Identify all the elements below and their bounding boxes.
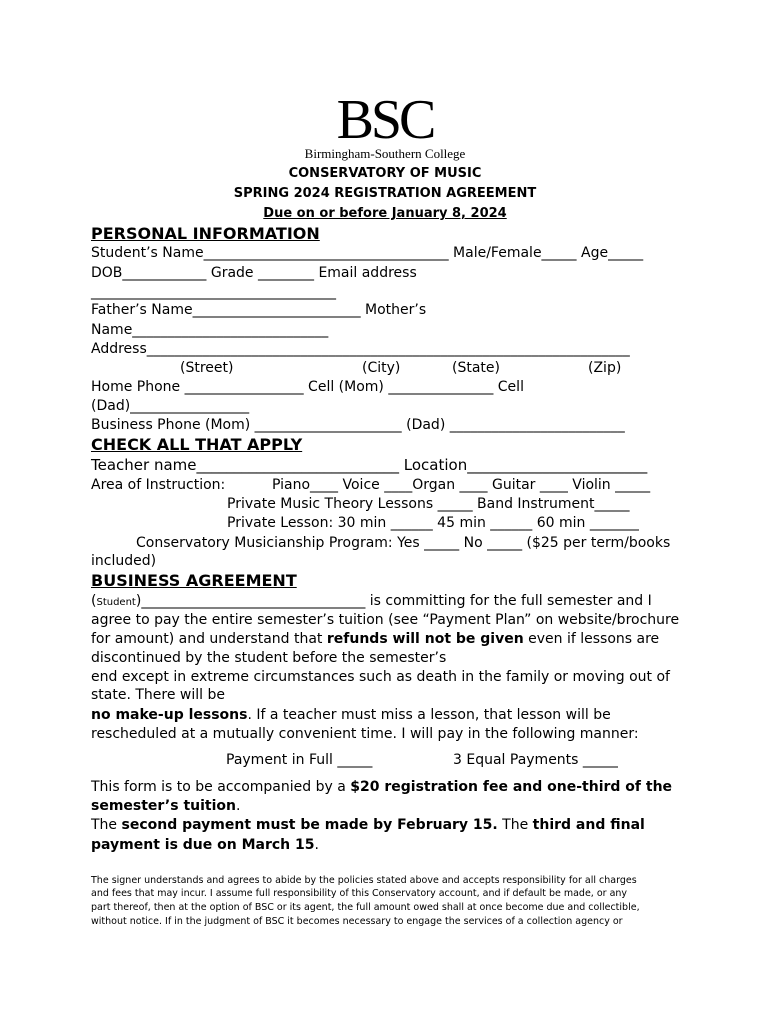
private-lesson-line: Private Lesson: 30 min ______ 45 min ______ 60 min _______ <box>227 515 639 531</box>
agreement-line-7: no make-up lessons. If a teacher must miss a lesson, that lesson will be <box>91 707 611 723</box>
address-zip-label: (Zip) <box>588 360 622 376</box>
personal-info-heading: PERSONAL INFORMATION <box>91 224 320 243</box>
address-street-label: (Street) <box>180 360 234 376</box>
college-logo <box>300 89 470 162</box>
business-agreement-heading: BUSINESS AGREEMENT <box>91 571 297 590</box>
theory-band-line: Private Music Theory Lessons _____ Band Instrument_____ <box>227 496 630 512</box>
header-due-date: Due on or before January 8, 2024 <box>263 206 507 221</box>
fineprint-line-4: without notice. If in the judgment of BSC it becomes necessary to engage the services of a collection agency or <box>91 916 623 927</box>
final-payment-text: payment is due on March 15 <box>91 837 315 853</box>
address-city-label: (City) <box>362 360 401 376</box>
registration-fee-text: $20 registration fee and one-third of the <box>350 779 673 795</box>
agreement-line-3: for amount) and understand that refunds will not be given even if lessons are <box>91 631 660 647</box>
agreement-line-6: state. There will be <box>91 687 225 703</box>
agreement-line-2: agree to pay the entire semester’s tuition (see “Payment Plan” on website/brochure <box>91 612 680 628</box>
three-payments-option: 3 Equal Payments _____ <box>453 752 618 768</box>
agreement-line-8: rescheduled at a mutually convenient time. I will pay in the following manner: <box>91 726 639 742</box>
fineprint-line-2: and fees that may incur. I assume full responsibility of this Conservatory account, and if default be made, or any <box>91 888 628 899</box>
agreement-line-1: (Student)________________________________ is committing for the full semester and I <box>91 593 652 609</box>
dad-cell-line: (Dad)_________________ <box>91 398 250 414</box>
student-tag: Student <box>96 597 136 608</box>
agreement-line-4: discontinued by the student before the semester’s <box>91 650 447 666</box>
fee-line-1: This form is to be accompanied by a $20 registration fee and one-third of the <box>91 779 673 795</box>
fee-line-2: semester’s tuition. <box>91 798 241 814</box>
business-phone-line: Business Phone (Mom) _____________________ (Dad) _________________________ <box>91 417 625 433</box>
mother-name-line: Name____________________________ <box>91 322 329 338</box>
student-name-line: Student’s Name___________________________________ Male/Female_____ Age_____ <box>91 245 644 261</box>
check-all-heading: CHECK ALL THAT APPLY <box>91 435 303 454</box>
agreement-line-1-text: ________________________________ is committing for the full semester and I <box>141 593 652 609</box>
no-makeup-text: no make-up lessons <box>91 707 248 723</box>
dob-line: DOB____________ Grade ________ Email address <box>91 265 417 281</box>
header-line-1: CONSERVATORY OF MUSIC <box>288 166 482 181</box>
header-line-2: SPRING 2024 REGISTRATION AGREEMENT <box>233 186 537 201</box>
musicianship-included: included) <box>91 553 157 569</box>
schedule-line-1: The second payment must be made by February 15. The third and final <box>91 817 645 833</box>
teacher-location-line: Teacher name___________________________ Location________________________ <box>91 456 648 474</box>
father-name-line: Father’s Name________________________ Mother’s <box>91 302 427 318</box>
logo-mark: BSC <box>336 89 434 151</box>
area-instruction-label: Area of Instruction: <box>91 477 226 493</box>
fineprint-line-1: The signer understands and agrees to abide by the policies stated above and accepts responsibility for all charges <box>91 875 637 886</box>
agreement-line-5: end except in extreme circumstances such as death in the family or moving out of <box>91 669 670 685</box>
email-line: ___________________________________ <box>91 284 336 300</box>
address-state-label: (State) <box>452 360 500 376</box>
no-refunds-text: refunds will not be given <box>326 631 524 647</box>
area-instruction-options: Piano____ Voice ____Organ ____ Guitar ____ Violin _____ <box>272 477 651 493</box>
second-payment-text: second payment must be made by February 15. <box>121 817 498 833</box>
fineprint-line-3: part thereof, then at the option of BSC or its agent, the full amount owed shall at once become due and collectible, <box>91 902 640 913</box>
home-phone-line: Home Phone _________________ Cell (Mom) _______________ Cell <box>91 379 524 395</box>
schedule-line-2: payment is due on March 15. <box>91 837 319 853</box>
logo-subtitle: Birmingham-Southern College <box>304 146 466 161</box>
musicianship-line: Conservatory Musicianship Program: Yes _____ No _____ ($25 per term/books <box>136 535 671 551</box>
payment-in-full-option: Payment in Full _____ <box>226 752 373 768</box>
address-line: Address_____________________________________________________________________ <box>91 341 630 357</box>
